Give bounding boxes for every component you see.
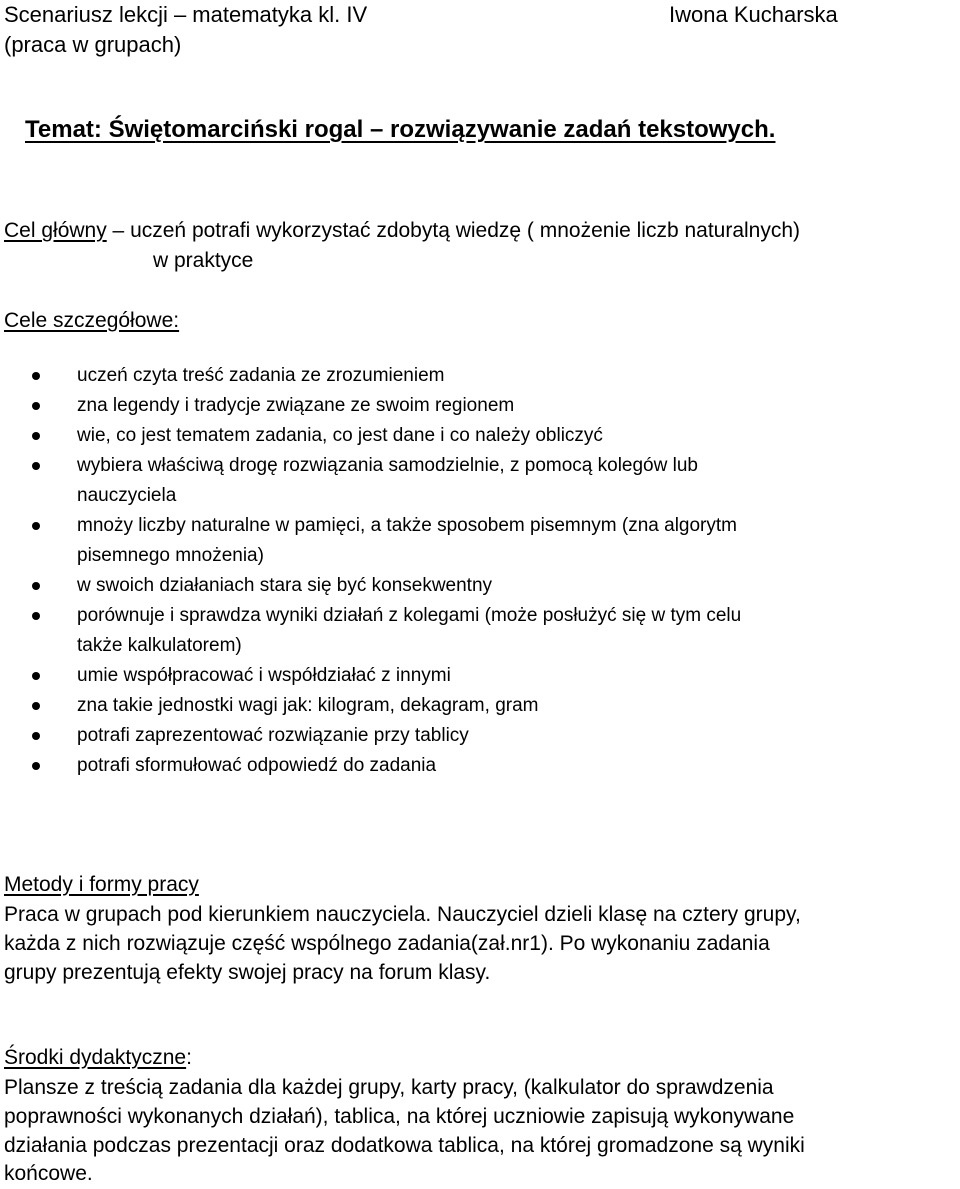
list-item: potrafi zaprezentować rozwiązanie przy tablicy (0, 721, 960, 751)
author-name: Iwona Kucharska (669, 2, 838, 27)
bullet-icon (32, 702, 40, 710)
bullet-icon (32, 582, 40, 590)
list-item: w swoich działaniach stara się być konsekwentny (0, 571, 960, 601)
bullet-icon (32, 612, 40, 620)
bullet-icon (32, 372, 40, 380)
list-item: porównuje i sprawdza wyniki działań z kolegami (może posłużyć się w tym celu (0, 601, 960, 631)
methods-text-line: Praca w grupach pod kierunkiem nauczyciela. Nauczyciel dzieli klasę na cztery grupy, (4, 903, 801, 926)
main-goal-text-continued: w praktyce (153, 249, 254, 272)
lesson-mode-subheading: (praca w grupach) (4, 32, 182, 57)
list-item: zna takie jednostki wagi jak: kilogram, dekagram, gram (0, 691, 960, 721)
list-item: wie, co jest tematem zadania, co jest dane i co należy obliczyć (0, 421, 960, 451)
list-item-continuation: pisemnego mnożenia) (77, 545, 264, 566)
methods-label: Metody i formy pracy (4, 873, 199, 896)
bullet-icon (32, 522, 40, 530)
bullet-icon (32, 402, 40, 410)
didactic-text-line: poprawności wykonanych działań), tablica, na której uczniowie zapisują wykonywane (4, 1105, 795, 1128)
bullet-icon (32, 432, 40, 440)
bullet-icon (32, 672, 40, 680)
objectives-list (0, 361, 960, 781)
didactic-heading: Środki dydaktyczne: (4, 1046, 192, 1069)
list-item: uczeń czyta treść zadania ze zrozumieniem (0, 361, 960, 391)
didactic-text-line: Plansze z treścią zadania dla każdej grupy, karty pracy, (kalkulator do sprawdzenia (4, 1076, 774, 1099)
methods-text-line: każda z nich rozwiązuje część wspólnego zadania(zał.nr1). Po wykonaniu zadania (4, 932, 770, 955)
list-item-continuation: nauczyciela (77, 485, 177, 506)
methods-text-line: grupy prezentują efekty swojej pracy na forum klasy. (4, 961, 491, 984)
list-item: zna legendy i tradycje związane ze swoim regionem (0, 391, 960, 421)
lesson-title: Temat: Świętomarciński rogal – rozwiązywanie zadań tekstowych. (25, 116, 776, 143)
bullet-icon (32, 762, 40, 770)
list-item: wybiera właściwą drogę rozwiązania samodzielnie, z pomocą kolegów lub (0, 451, 960, 481)
bullet-icon (32, 732, 40, 740)
list-item-continuation: także kalkulatorem) (77, 635, 242, 656)
bullet-icon (32, 462, 40, 470)
didactic-label: Środki dydaktyczne (4, 1046, 187, 1069)
lesson-scenario-heading: Scenariusz lekcji – matematyka kl. IV (4, 2, 368, 27)
main-goal-label: Cel główny (4, 219, 107, 242)
didactic-text-line: działania podczas prezentacji oraz dodatkowa tablica, na której gromadzone są wyniki (4, 1134, 805, 1157)
list-item: mnoży liczby naturalne w pamięci, a także sposobem pisemnym (zna algorytm (0, 511, 960, 541)
list-item: umie współpracować i współdziałać z innymi (0, 661, 960, 691)
main-goal-text: – uczeń potrafi wykorzystać zdobytą wiedzę ( mnożenie liczb naturalnych) (106, 219, 801, 242)
didactic-text-line: końcowe. (4, 1162, 93, 1185)
main-goal (4, 216, 800, 246)
list-item: potrafi sformułować odpowiedź do zadania (0, 751, 960, 781)
objectives-label: Cele szczegółowe: (4, 309, 180, 332)
